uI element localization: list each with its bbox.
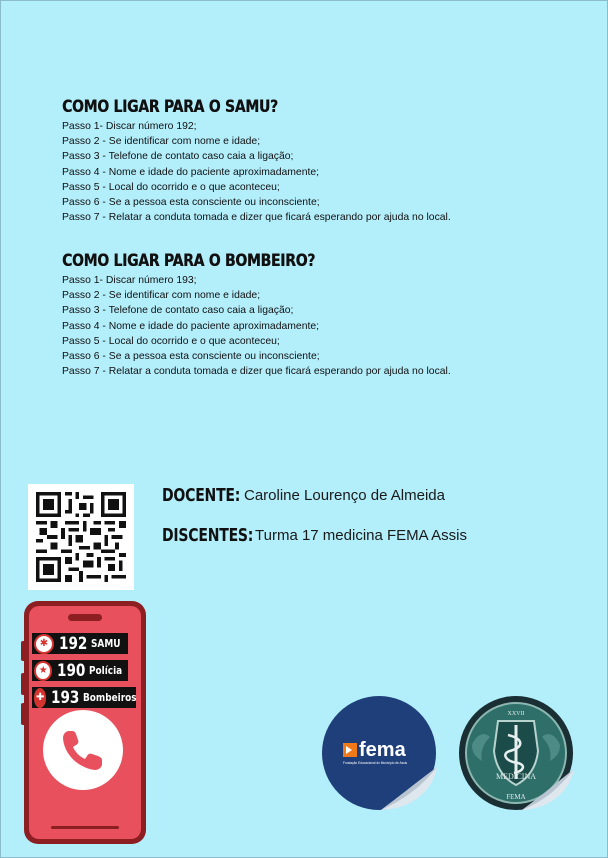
samu-title: COMO LIGAR PARA O SAMU? [62,97,278,117]
list-item: Passo 4 - Nome e idade do paciente aproximadamente; [62,166,320,178]
emblem-top-text: XXVII [507,711,525,717]
list-item: Passo 7 - Relatar a conduta tomada e dizer que ficará esperando por ajuda no local. [62,212,451,224]
fema-logo-icon [321,695,439,813]
phone-handset-icon[interactable] [42,709,124,791]
emergency-number: 193 [51,687,80,708]
list-item: Passo 6 - Se a pessoa esta consciente ou inconsciente; [62,197,320,209]
medicina-emblem-icon [458,695,576,813]
bombeiro-steps-list [62,273,582,379]
docente-row [162,485,445,506]
list-item: Passo 1- Discar número 193; [62,275,197,286]
discentes-row [162,525,468,546]
samu-section [62,97,582,225]
list-item: Passo 3 - Telefone de contato caso caia a ligação; [62,151,294,163]
emergency-number-policia [32,660,128,681]
list-item: Passo 3 - Telefone de contato caso caia a ligação; [62,305,294,317]
bombeiro-title: COMO LIGAR PARA O BOMBEIRO? [62,251,316,271]
emergency-service-name: Bombeiros [82,691,137,704]
emblem-arc-text: MEDICINA [496,772,536,781]
list-item: Passo 5 - Local do ocorrido e o que aconteceu; [62,335,280,347]
fire-emblem-icon: ✚ [34,688,46,708]
emblem-bottom-text: FEMA [506,793,526,801]
medicina-emblem-sticker [458,695,576,813]
fema-logo-text: fema [359,739,406,761]
list-item: Passo 1- Discar número 192; [62,121,197,132]
list-item: Passo 7 - Relatar a conduta tomada e dizer que ficará esperando por ajuda no local. [62,366,451,378]
emergency-number-samu [32,633,128,654]
emergency-number: 192 [59,633,88,654]
fema-logo-subtitle: Fundação Educacional do Município de Assis [343,761,408,765]
samu-steps-list [62,119,582,225]
emergency-number: 190 [57,660,86,681]
discentes-value: Turma 17 medicina FEMA Assis [255,527,468,544]
list-item: Passo 4 - Nome e idade do paciente aproximadamente; [62,320,320,332]
docente-label: DOCENTE: [162,485,241,506]
list-item: Passo 5 - Local do ocorrido e o que aconteceu; [62,181,280,193]
list-item: Passo 6 - Se a pessoa esta consciente ou inconsciente; [62,351,320,363]
emergency-number-bombeiros [32,687,136,708]
fema-logo-sticker [321,695,439,813]
discentes-label: DISCENTES: [162,525,254,546]
qr-code-icon [36,492,126,582]
bombeiro-section [62,251,582,379]
list-item: Passo 2 - Se identificar com nome e idade; [62,136,261,148]
list-item: Passo 2 - Se identificar com nome e idade; [62,290,261,302]
star-of-life-icon: ✱ [34,634,54,654]
emergency-phone-illustration [21,601,146,844]
docente-value: Caroline Lourenço de Almeida [244,487,445,504]
emergency-service-name: Polícia [88,664,123,677]
qr-code[interactable] [28,484,134,590]
emergency-service-name: SAMU [90,637,120,650]
police-badge-icon: ★ [34,661,52,681]
